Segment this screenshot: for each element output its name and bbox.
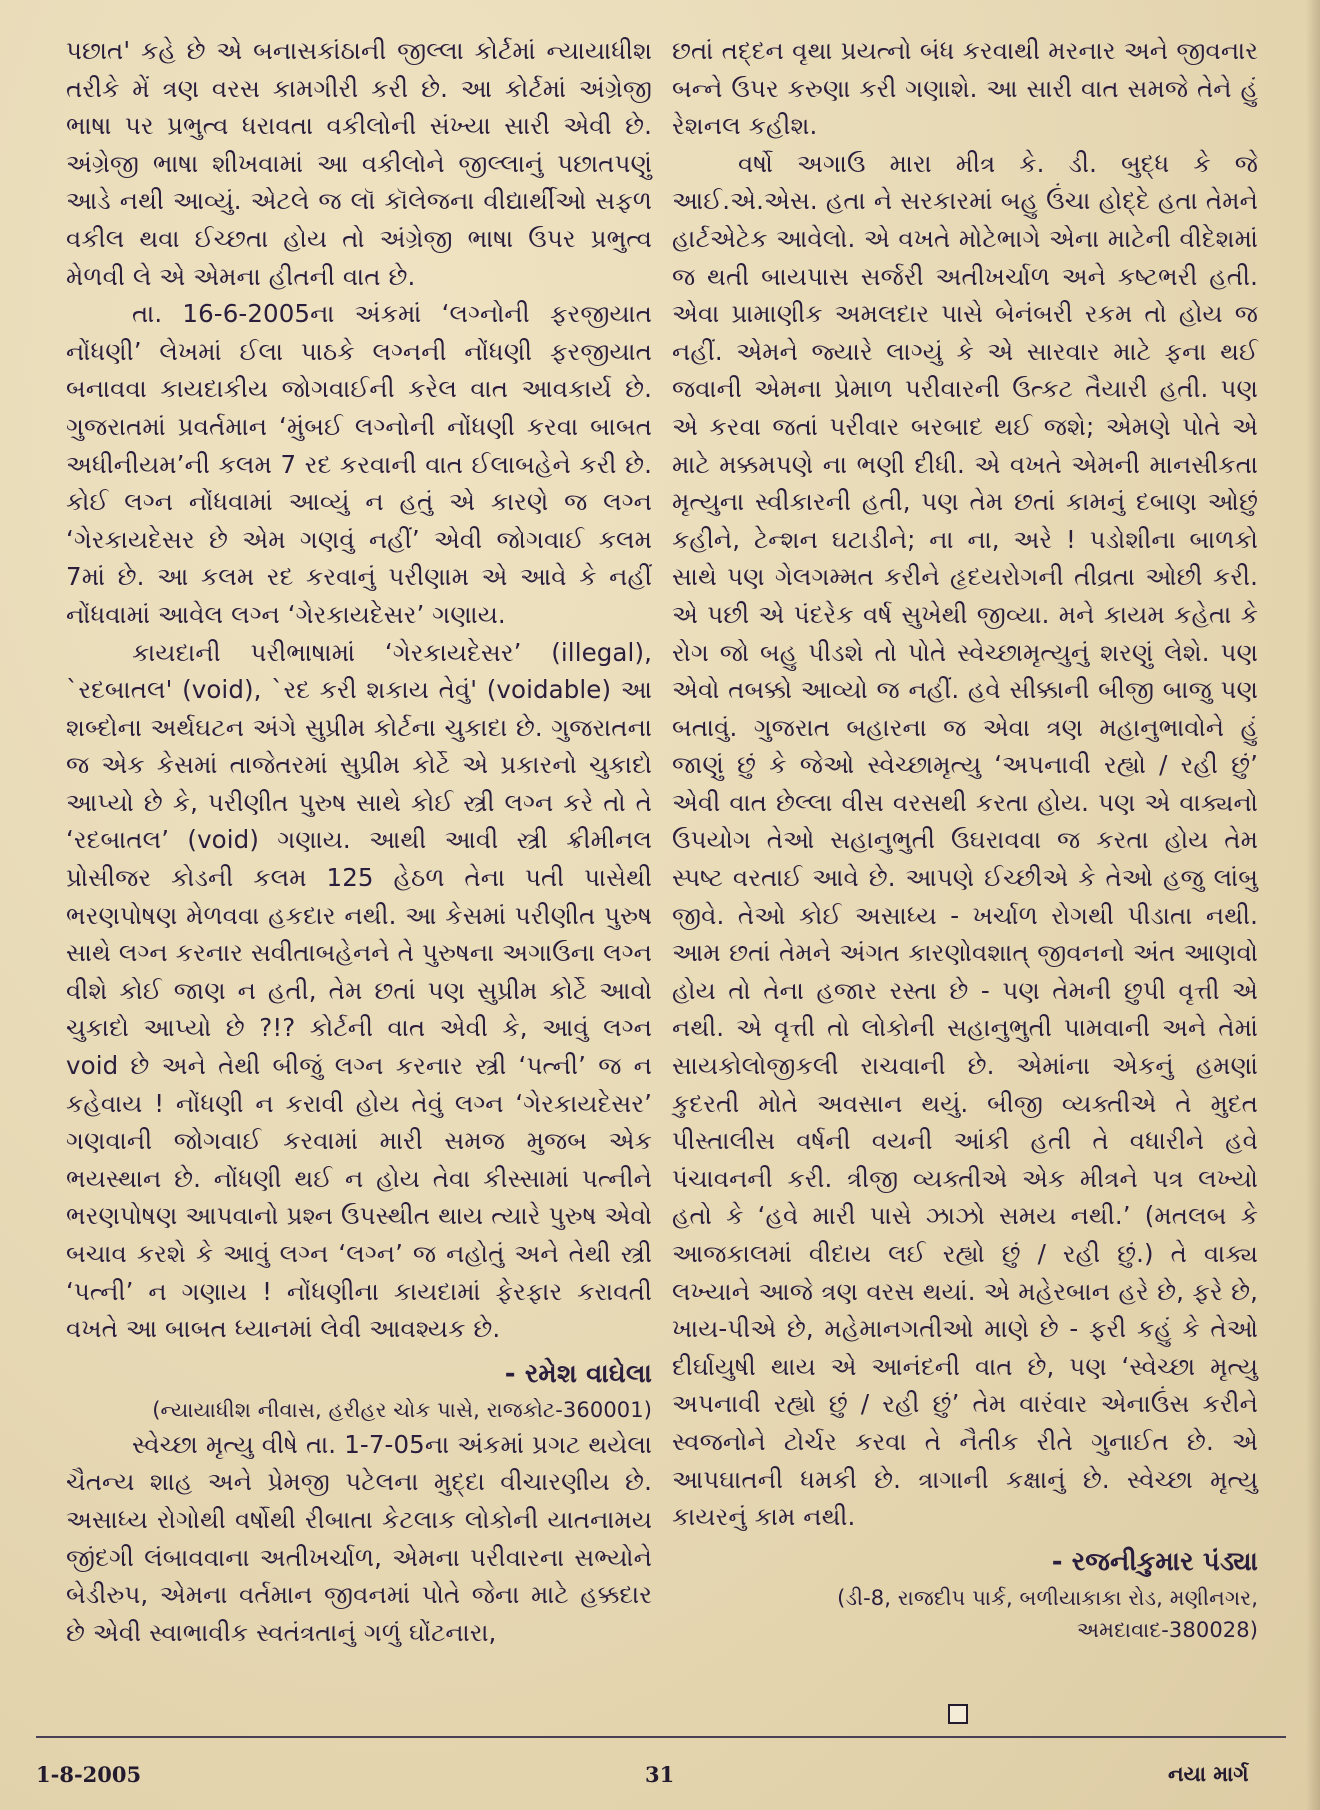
right-column [672, 32, 1258, 1646]
left-paragraph-3: કાયદાની પરીભાષામાં ‘ગેરકાયદેસર’ (illegal), `રદબાતલ' (void), `રદ કરી શકાય તેવું' (voidable) આ શબ્દોના અર્થઘટન અંગે સુપ્રીમ કોર્ટના ચુકાદા છે. ગુજરાતના જ એક કેસમાં તાજેતરમાં સુપ્રીમ કોર્ટે એ પ્રકારનો ચુકાદો આપ્યો છે કે, પરીણીત પુરુષ સાથે કોઈ સ્ત્રી લગ્ન કરે તો તે ‘રદબાતલ’ (void) ગણાય. આથી આવી સ્ત્રી ક્રીમીનલ પ્રોસીજર કોડની કલમ 125 હેઠળ તેના પતી પાસેથી ભરણપોષણ મેળવવા હકદાર નથી. આ કેસમાં પરીણીત પુરુષ સાથે લગ્ન કરનાર સવીતાબહેનને તે પુરુષના અગાઉના લગ્ન વીશે કોઈ જાણ ન હતી, તેમ છતાં પણ સુપ્રીમ કોર્ટે આવો ચુકાદો આપ્યો છે ?!? કોર્ટની વાત એવી કે, આવું લગ્ન void છે અને તેથી બીજું લગ્ન કરનાર સ્ત્રી ‘પત્ની’ જ ન કહેવાય ! નોંધણી ન કરાવી હોય તેવું લગ્ન ‘ગેરકાયદેસર’ ગણવાની જોગવાઈ કરવામાં મારી સમજ મુજબ એક ભયસ્થાન છે. નોંધણી થઈ ન હોય તેવા કીસ્સામાં પત્નીને ભરણપોષણ આપવાનો પ્રશ્ન ઉપસ્થીત થાય ત્યારે પુરુષ એવો બચાવ કરશે કે આવું લગ્ન ‘લગ્ન’ જ નહોતું અને તેથી સ્ત્રી ‘પત્ની’ ન ગણાય ! નોંધણીના કાયદામાં ફેરફાર કરાવતી વખતે આ બાબત ધ્યાનમાં લેવી આવશ્યક છે. [66, 637, 652, 1344]
right-paragraph-1: છતાં તદ્દન વૃથા પ્રયત્નો બંધ કરવાથી મરનાર અને જીવનાર બન્ને ઉપર કરુણા કરી ગણાશે. આ સારી વાત સમજે તેને હું રેશનલ કહીશ. [672, 36, 1258, 141]
magazine-name: નયા માર્ગ [1168, 1762, 1249, 1786]
left-column [66, 32, 652, 1651]
author-address-1: (ન્યાયાધીશ નીવાસ, હરીહર ચોક પાસે, રાજકોટ-360001) [152, 1397, 652, 1422]
footer-divider [36, 1736, 1286, 1738]
article-end-mark-icon [948, 1704, 968, 1724]
author-address-2-line-2: અમદાવાદ-380028) [1076, 1617, 1258, 1642]
page-edge-shadow [1306, 0, 1320, 1810]
left-paragraph-2: તા. 16-6-2005ના અંકમાં ‘લગ્નોની ફરજીયાત નોંધણી’ લેખમાં ઈલા પાઠકે લગ્નની નોંધણી ફરજીયાત બનાવવા કાયદાકીય જોગવાઈની કરેલ વાત આવકાર્ય છે. ગુજરાતમાં પ્રવર્તમાન ‘મુંબઈ લગ્નોની નોંધણી કરવા બાબત અધીનીયમ’ની કલમ 7 રદ કરવાની વાત ઈલાબહેને કરી છે. કોઈ લગ્ન નોંધવામાં આવ્યું ન હતું એ કારણે જ લગ્ન ‘ગેરકાયદેસર છે એમ ગણવું નહીં’ એવી જોગવાઈ કલમ 7માં છે. આ કલમ રદ કરવાનું પરીણામ એ આવે કે નહીં નોંધવામાં આવેલ લગ્ન ‘ગેરકાયદેસર’ ગણાય. [66, 299, 652, 629]
author-address-2-line-1: (ડી-8, રાજદીપ પાર્ક, બળીયાકાકા રોડ, મણીનગર, [837, 1585, 1258, 1610]
issue-date: 1-8-2005 [36, 1762, 142, 1787]
page-number: 31 [645, 1762, 675, 1787]
author-signature-2: - રજનીકુમાર પંડ્યા [1051, 1546, 1258, 1577]
author-signature-1: - રમેશ વાઘેલા [504, 1358, 652, 1389]
left-paragraph-4: સ્વેચ્છા મૃત્યુ વીષે તા. 1-7-05ના અંકમાં પ્રગટ થયેલા ચૈતન્ય શાહ અને પ્રેમજી પટેલના મુદ્દા વીચારણીય છે. અસાધ્ય રોગોથી વર્ષોથી રીબાતા કેટલાક લોકોની યાતનામય જીંદગી લંબાવવાના અતીખર્ચાળ, એમના પરીવારના સભ્યોને બેડીરુપ, એમના વર્તમાન જીવનમાં પોતે જેના માટે હક્કદાર છે એવી સ્વાભાવીક સ્વતંત્રતાનું ગળું ઘોંટનારા, [66, 1429, 652, 1647]
left-paragraph-1: પછાત' કહે છે એ બનાસકાંઠાની જીલ્લા કોર્ટમાં ન્યાયાધીશ તરીકે મેં ત્રણ વરસ કામગીરી કરી છે. આ કોર્ટમાં અંગ્રેજી ભાષા પર પ્રભુત્વ ધરાવતા વકીલોની સંખ્યા સારી એવી છે. અંગ્રેજી ભાષા શીખવામાં આ વકીલોને જીલ્લાનું પછાતપણું આડે નથી આવ્યું. એટલે જ લૉ કૉલેજના વીદ્યાર્થીઓ સફળ વકીલ થવા ઈચ્છતા હોય તો અંગ્રેજી ભાષા ઉપર પ્રભુત્વ મેળવી લે એ એમના હીતની વાત છે. [66, 36, 652, 291]
right-paragraph-2: વર્ષો અગાઉ મારા મીત્ર કે. ડી. બુદ્ધ કે જે આઈ.એ.એસ. હતા ને સરકારમાં બહુ ઉંચા હોદ્દે હતા તેમને હાર્ટએટેક આવેલો. એ વખતે મોટેભાગે એના માટેની વીદેશમાં જ થતી બાયપાસ સર્જરી અતીખર્ચાળ અને કષ્ટભરી હતી. એવા પ્રામાણીક અમલદાર પાસે બેનંબરી રકમ તો હોય જ નહીં. એમને જ્યારે લાગ્યું કે એ સારવાર માટે ફના થઈ જવાની એમના પ્રેમાળ પરીવારની ઉત્કટ તૈયારી હતી. પણ એ કરવા જતાં પરીવાર બરબાદ થઈ જશે; એમણે પોતે એ માટે મક્કમપણે ના ભણી દીધી. એ વખતે એમની માનસીકતા મૃત્યુના સ્વીકારની હતી, પણ તેમ છતાં કામનું દબાણ ઓછું કહીને, ટેન્શન ઘટાડીને; ના ના, અરે ! પડોશીના બાળકો સાથે પણ ગેલગમ્મત કરીને હૃદયરોગની તીવ્રતા ઓછી કરી. એ પછી એ પંદરેક વર્ષ સુખેથી જીવ્યા. મને કાયમ કહેતા કે રોગ જો બહુ પીડશે તો પોતે સ્વેચ્છામૃત્યુનું શરણું લેશે. પણ એવો તબક્કો આવ્યો જ નહીં. હવે સીક્કાની બીજી બાજુ પણ બતાવું. ગુજરાત બહારના જ એવા ત્રણ મહાનુભાવોને હું જાણું છું કે જેઓ સ્વેચ્છામૃત્યુ ‘અપનાવી રહ્યો / રહી છું’ એવી વાત છેલ્લા વીસ વરસથી કરતા હોય. પણ એ વાક્યનો ઉપયોગ તેઓ સહાનુભુતી ઉઘરાવવા જ કરતા હોય તેમ સ્પષ્ટ વરતાઈ આવે છે. આપણે ઈચ્છીએ કે તેઓ હજુ લાંબુ જીવે. તેઓ કોઈ અસાધ્ય - ખર્ચાળ રોગથી પીડાતા નથી. આમ છતાં તેમને અંગત કારણોવશાત્ જીવનનો અંત આણવો હોય તો તેના હજાર રસ્તા છે - પણ તેમની છુપી વૃત્તી એ નથી. એ વૃત્તી તો લોકોની સહાનુભુતી પામવાની અને તેમાં સાયકોલોજીકલી રાચવાની છે. એમાંના એકનું હમણાં કુદરતી મોતે અવસાન થયું. બીજી વ્યક્તીએ તે મુદત પીસ્તાલીસ વર્ષની વયની આંકી હતી તે વધારીને હવે પંચાવનની કરી. ત્રીજી વ્યક્તીએ એક મીત્રને પત્ર લખ્યો હતો કે ‘હવે મારી પાસે ઝાઝો સમય નથી.’ (મતલબ કે આજકાલમાં વીદાય લઈ રહ્યો છું / રહી છું.) તે વાક્ય લખ્યાને આજે ત્રણ વરસ થયાં. એ મહેરબાન હરે છે, ફરે છે, ખાય-પીએ છે, મહેમાનગતીઓ માણે છે - ફરી કહું કે તેઓ દીર્ઘાયુષી થાય એ આનંદની વાત છે, પણ ‘સ્વેચ્છા મૃત્યુ અપનાવી રહ્યો છું / રહી છું’ તેમ વારંવાર એનાઉંસ કરીને સ્વજનોને ટોર્ચર કરવા તે નૈતીક રીતે ગુનાઈત છે. એ આપઘાતની ધમકી છે. ત્રાગાની કક્ષાનું છે. સ્વેચ્છા મૃત્યુ કાયરનું કામ નથી. [672, 148, 1258, 1532]
